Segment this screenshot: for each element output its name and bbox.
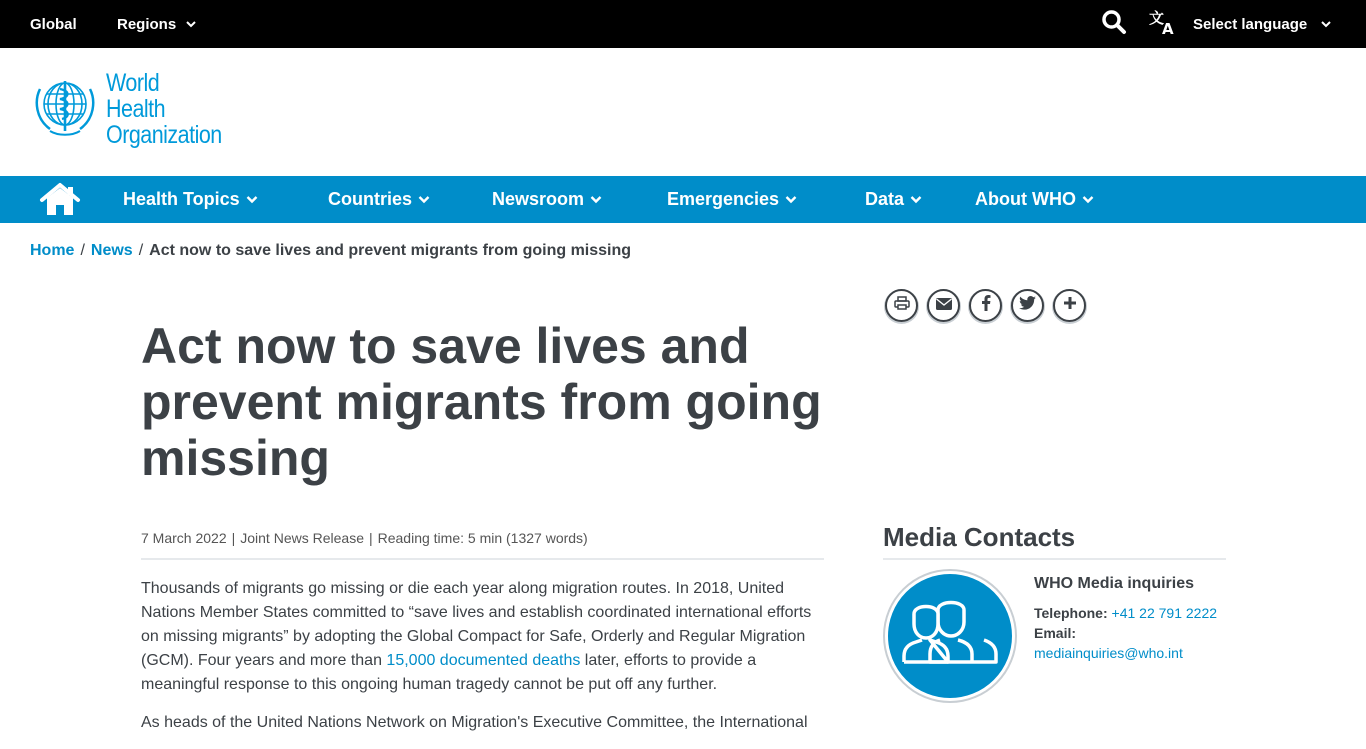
contact-name: WHO Media inquiries bbox=[1034, 575, 1195, 592]
nav-newsroom[interactable] bbox=[492, 176, 602, 223]
global-link[interactable] bbox=[30, 0, 77, 48]
twitter-icon bbox=[1019, 296, 1036, 315]
language-label: Select language bbox=[1193, 15, 1308, 33]
home-icon bbox=[40, 204, 80, 221]
email-label: Email: bbox=[1034, 625, 1077, 641]
breadcrumb bbox=[30, 240, 631, 262]
logo-line-2: Organization bbox=[106, 121, 222, 149]
article-meta bbox=[141, 530, 824, 560]
who-wordmark bbox=[106, 70, 222, 148]
main-navigation bbox=[0, 176, 1366, 223]
paragraph-text: Thousands of migrants go missing or die each year along migration routes. In 2018, United Nations Member States committed to “save lives and establish coordinated international efforts on missing migrants” by adopting the Global Compact for Safe, Orderly and Regular Migration (GCM). Four years and more than bbox=[141, 580, 812, 669]
nav-label: Health Topics bbox=[123, 189, 240, 209]
users-icon bbox=[900, 596, 1000, 677]
breadcrumb-current: Act now to save lives and prevent migrants from going missing bbox=[149, 242, 632, 259]
telephone-link[interactable]: +41 22 791 2222 bbox=[1111, 605, 1218, 621]
global-label: Global bbox=[30, 15, 77, 33]
nav-label: Newsroom bbox=[492, 189, 585, 209]
facebook-share-button[interactable] bbox=[969, 289, 1002, 322]
chevron-down-icon bbox=[1082, 195, 1094, 204]
facebook-icon bbox=[981, 295, 991, 316]
top-bar bbox=[0, 0, 1366, 48]
print-icon bbox=[894, 296, 910, 315]
plus-icon bbox=[1063, 296, 1077, 315]
page-title: Act now to save lives and prevent migrants from going missing bbox=[141, 318, 822, 486]
svg-text:A: A bbox=[1162, 20, 1174, 38]
chevron-down-icon bbox=[418, 195, 430, 204]
telephone-label: Telephone: bbox=[1034, 605, 1108, 621]
telephone-line bbox=[1034, 605, 1217, 621]
chevron-down-icon bbox=[246, 195, 258, 204]
nav-data[interactable] bbox=[865, 176, 922, 223]
breadcrumb-home-link[interactable]: Home bbox=[30, 242, 75, 259]
who-emblem-icon bbox=[30, 75, 100, 144]
nav-about-who[interactable] bbox=[975, 176, 1094, 223]
email-line bbox=[1034, 645, 1183, 661]
breadcrumb-separator: / bbox=[138, 242, 144, 259]
article-body bbox=[141, 577, 824, 749]
chevron-down-icon bbox=[785, 195, 797, 204]
paragraph bbox=[141, 577, 824, 697]
home-button[interactable] bbox=[40, 183, 80, 217]
article-type: Joint News Release bbox=[240, 530, 364, 546]
more-share-button[interactable] bbox=[1053, 289, 1086, 322]
share-toolbar bbox=[885, 289, 1095, 322]
nav-health-topics[interactable] bbox=[123, 176, 258, 223]
nav-label: Data bbox=[865, 189, 905, 209]
print-button[interactable] bbox=[885, 289, 918, 322]
paragraph: As heads of the United Nations Network on Migration's Executive Committee, the International bbox=[141, 714, 808, 731]
who-logo[interactable] bbox=[30, 69, 230, 149]
nav-label: About WHO bbox=[975, 189, 1076, 209]
nav-label: Countries bbox=[328, 189, 413, 209]
email-icon bbox=[936, 297, 952, 315]
translate-icon bbox=[1149, 9, 1177, 39]
email-line bbox=[1034, 625, 1076, 641]
nav-countries[interactable] bbox=[328, 176, 430, 223]
twitter-share-button[interactable] bbox=[1011, 289, 1044, 322]
nav-emergencies[interactable] bbox=[667, 176, 797, 223]
svg-text:文: 文 bbox=[1149, 9, 1165, 27]
meta-divider: | bbox=[368, 530, 373, 546]
search-button[interactable] bbox=[1101, 0, 1127, 48]
logo-line-1: World Health bbox=[106, 69, 166, 123]
chevron-down-icon bbox=[590, 195, 602, 204]
article-date: 7 March 2022 bbox=[141, 530, 227, 546]
paragraph-text: later, efforts to provide a meaningful response to this ongoing human tragedy cannot be put off any further. bbox=[141, 652, 757, 693]
meta-divider: | bbox=[231, 530, 236, 546]
reading-time: Reading time: 5 min (1327 words) bbox=[377, 530, 588, 546]
site-header bbox=[0, 48, 1366, 176]
email-link[interactable]: mediainquiries@who.int bbox=[1034, 645, 1183, 661]
breadcrumb-separator: / bbox=[80, 242, 85, 259]
chevron-down-icon bbox=[1321, 20, 1331, 28]
media-contacts-heading: Media Contacts bbox=[883, 522, 1226, 560]
chevron-down-icon bbox=[186, 20, 196, 28]
regions-dropdown[interactable] bbox=[117, 0, 196, 48]
email-share-button[interactable] bbox=[927, 289, 960, 322]
avatar bbox=[885, 571, 1015, 701]
breadcrumb-news-link[interactable]: News bbox=[90, 242, 133, 259]
nav-label: Emergencies bbox=[667, 189, 780, 209]
regions-label: Regions bbox=[117, 15, 177, 33]
language-selector[interactable] bbox=[1149, 0, 1331, 48]
search-icon bbox=[1101, 9, 1127, 39]
documented-deaths-link[interactable]: 15,000 documented deaths bbox=[386, 652, 581, 669]
chevron-down-icon bbox=[910, 195, 922, 204]
